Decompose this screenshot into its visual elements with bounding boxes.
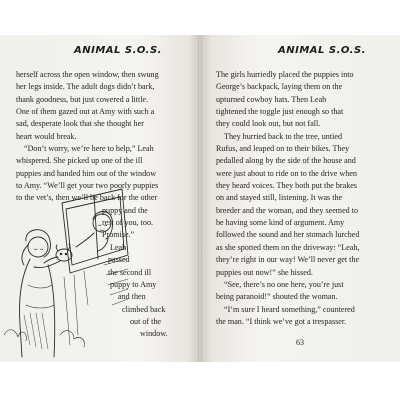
text-line: be having some kind of argument. Amy	[216, 218, 345, 228]
text-line: the man. “I think we’ve got a trespasser.	[216, 316, 347, 326]
text-line: tightened the toggle just enough so that	[216, 107, 344, 117]
text-line: to the vet’s, then we’ll be back for the other	[16, 193, 158, 203]
right-page	[200, 35, 400, 362]
text-line: One of them gazed out at Amy with such a	[16, 107, 155, 117]
text-line: her legs inside. The adult dogs didn’t bark,	[16, 82, 155, 92]
left-page	[0, 35, 200, 362]
text-line: whispered. She picked up one of the ill	[16, 156, 143, 166]
page-number: 63	[296, 338, 304, 347]
right-body-text	[216, 69, 388, 328]
text-line: Promise.”	[102, 230, 135, 240]
text-line: rest of you, too.	[102, 218, 154, 228]
text-line: puppies out now!” she hissed.	[216, 267, 313, 277]
book-gutter	[198, 35, 202, 362]
text-line: were just about to ride on to the drive when	[216, 168, 357, 178]
text-line: breeder and the woman, and they seemed to	[216, 205, 359, 215]
text-line: they’re right in our way! We’ll never get the	[216, 255, 360, 265]
text-line: passed	[108, 255, 130, 265]
text-line: climbed back	[122, 304, 166, 314]
text-line: they heard voices. They both put the brakes	[216, 181, 358, 191]
text-line: The girls hurriedly placed the puppies into	[216, 70, 354, 79]
text-line: on and stayed still, listening. It was the	[216, 193, 343, 203]
text-line: the second ill	[108, 267, 152, 277]
text-line: being paranoid!” shouted the woman.	[216, 292, 338, 302]
text-line: Rufus, and leaped on to their bikes. They	[216, 144, 350, 154]
text-line: sad, desperate look that she thought her	[16, 119, 144, 129]
text-line: thank goodness, but just cowered a little.	[16, 94, 149, 104]
text-line: to Amy. “We’ll get your two poorly puppies	[16, 181, 159, 191]
text-line: herself across the open window, then swung	[16, 70, 159, 79]
text-line: window.	[140, 329, 168, 339]
text-line: They hurried back to the tree, untied	[224, 131, 342, 141]
left-body-text	[16, 69, 192, 341]
right-running-head: ANIMAL S.O.S.	[278, 45, 366, 56]
text-line: “I’m sure I heard something,” countered	[224, 304, 355, 314]
text-line: upturned cowboy hats. Then Leah	[216, 94, 327, 104]
text-line: George’s backpack, laying them on the	[216, 82, 343, 92]
text-line: heart would break.	[16, 131, 77, 141]
text-line: puppy to Amy	[110, 279, 157, 289]
text-line: they could look out, but not fall.	[216, 119, 321, 129]
open-book	[0, 35, 400, 362]
left-running-head: ANIMAL S.O.S.	[74, 45, 162, 56]
text-line: “Don’t worry, we’re here to help,” Leah	[24, 144, 154, 154]
text-line: pedalled along by the side of the house and	[216, 156, 356, 166]
text-line: as she spotted them on the driveway: “Leah,	[216, 242, 360, 252]
text-line: “See, there’s no one here, you’re just	[224, 279, 344, 289]
text-line: Leah	[110, 242, 127, 252]
text-line: puppy and the	[102, 205, 148, 215]
text-line: out of the	[130, 316, 162, 326]
text-line: followed the sound and her stomach lurched	[216, 230, 360, 240]
text-line: puppies and handed him out of the window	[16, 168, 157, 178]
text-line: and then	[118, 292, 146, 302]
